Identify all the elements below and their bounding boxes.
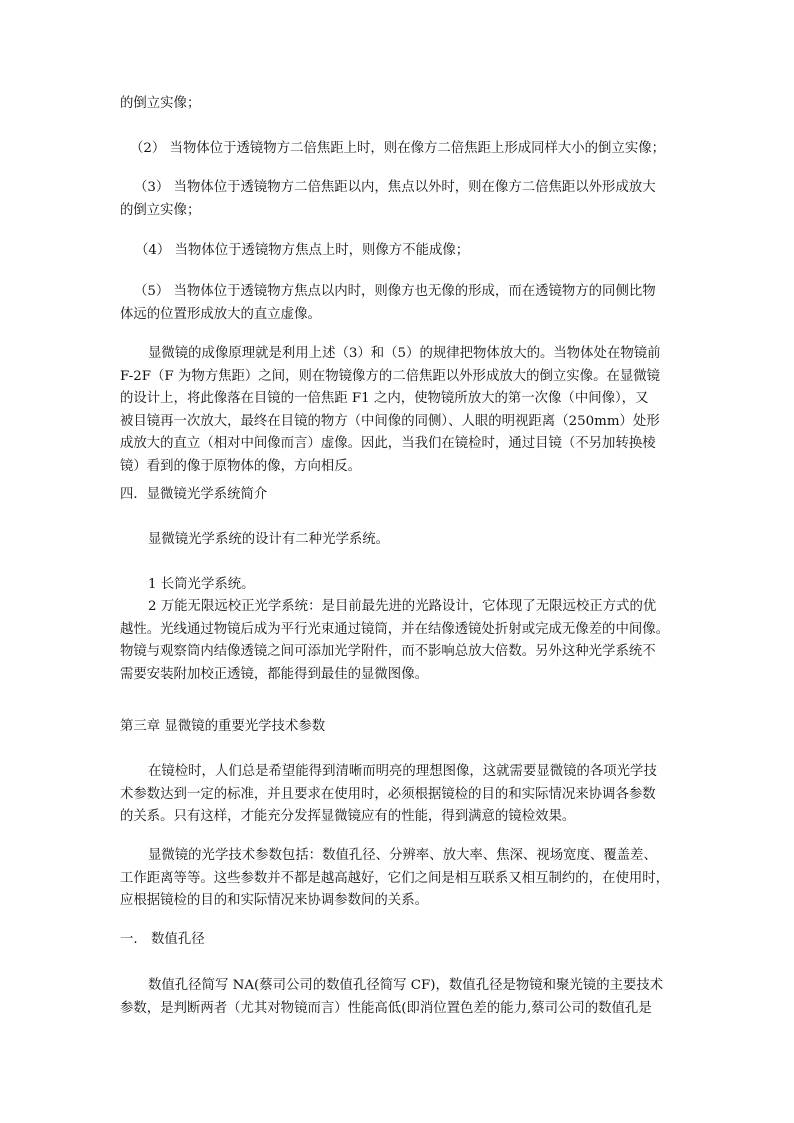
- paragraph-item-2: [130, 138, 690, 161]
- heading-text: 一． 数值孔径: [120, 932, 205, 947]
- text-line: 数值孔径简写 NA(蔡司公司的数值孔径简写 CF)，数值孔径是物镜和聚光镜的主要技术: [148, 978, 664, 993]
- text-line: 的设计上，将此像落在目镜的一倍焦距 F1 之内，使物镜所放大的第一次像（中间像），又: [120, 391, 649, 406]
- paragraph-item-3: [120, 177, 676, 222]
- text-line: 参数，是判断两者（尤其对物镜而言）性能高低(即消位置色差的能力,蔡司公司的数值孔是: [120, 1000, 652, 1016]
- text-line: （3） 当物体位于透镜物方二倍焦距以内，焦点以外时，则在像方二倍焦距以外形成放大: [134, 180, 656, 195]
- paragraph-numerical-aperture: [120, 975, 676, 1020]
- text-line: 镜）看到的像于原物体的像，方向相反。: [120, 458, 362, 474]
- text-line: 显微镜的光学技术参数包括：数值孔径、分辨率、放大率、焦深、视场宽度、覆盖差、: [148, 848, 657, 863]
- text-line: 物镜与观察筒内结像透镜之间可添加光学附件，而不影响总放大倍数。另外这种光学系统不: [120, 644, 656, 659]
- paragraph-optical-systems: [148, 529, 704, 552]
- text-line: 2 万能无限远校正光学系统：是目前最先进的光路设计，它体现了无限远校正方式的优: [148, 599, 657, 614]
- text-line: （2） 当物体位于透镜物方二倍焦距上时，则在像方二倍焦距上形成同样大小的倒立实像；: [130, 141, 666, 156]
- text-line: 显微镜光学系统的设计有二种光学系统。: [148, 532, 390, 547]
- text-line: 体远的位置形成放大的直立虚像。: [120, 306, 321, 322]
- paragraph-continuation: [120, 93, 676, 116]
- text-line: 工作距离等等。这些参数并不都是越高越好，它们之间是相互联系又相互制约的，在使用时，: [120, 870, 670, 886]
- text-line: F-2F（F 为物方焦距）之间，则在物镜像方的二倍焦距以外形成放大的倒立实像。在显微镜: [120, 368, 661, 384]
- paragraph-inspection: [120, 761, 676, 829]
- chapter-heading-three: [120, 716, 676, 739]
- list-item-infinity-corrected: [120, 596, 676, 686]
- text-line: （4） 当物体位于透镜物方焦点上时，则像方不能成像；: [135, 243, 470, 258]
- section-heading-four: [120, 484, 676, 507]
- heading-text: 四．显微镜光学系统简介: [120, 487, 268, 502]
- text-line: 的倒立实像；: [120, 202, 201, 218]
- section-heading-one: [120, 929, 676, 952]
- text-line: （5） 当物体位于透镜物方焦点以内时，则像方也无像的形成，而在透镜物方的同侧比物: [134, 284, 656, 299]
- text-line: 需要安装附加校正透镜，都能得到最佳的显微图像。: [120, 666, 428, 682]
- text-line: 应根据镜检的目的和实际情况来协调参数间的关系。: [120, 893, 428, 908]
- text-line: 1 长筒光学系统。: [148, 577, 255, 592]
- paragraph-parameters: [120, 845, 676, 913]
- text-line: 在镜检时，人们总是希望能得到清晰而明亮的理想图像，这就需要显微镜的各项光学技: [148, 764, 657, 779]
- paragraph-item-4: [135, 240, 691, 263]
- text-line: 的关系。只有这样，才能充分发挥显微镜应有的性能，得到满意的镜检效果。: [120, 809, 576, 824]
- text-line: 越性。光线通过物镜后成为平行光束通过镜筒，并在结像透镜处折射或完成无像差的中间像。: [120, 621, 670, 637]
- paragraph-item-5: [120, 281, 676, 326]
- text-line: 的倒立实像；: [120, 96, 201, 111]
- text-line: 被目镜再一次放大，最终在目镜的物方（中间像的同侧）、人眼的明视距离（250mm）处形: [120, 413, 660, 429]
- text-line: 显微镜的成像原理就是利用上述（3）和（5）的规律把物体放大的。当物体处在物镜前: [148, 346, 661, 361]
- paragraph-imaging-principle: [120, 343, 676, 478]
- text-line: 成放大的直立（相对中间像而言）虚像。因此，当我们在镜检时，通过目镜（不另加转换棱: [120, 436, 656, 451]
- text-line: 术参数达到一定的标准，并且要求在使用时，必须根据镜检的目的和实际情况来协调各参数: [120, 786, 656, 802]
- heading-text: 第三章 显微镜的重要光学技术参数: [120, 719, 326, 734]
- list-item-long-tube: [148, 574, 704, 597]
